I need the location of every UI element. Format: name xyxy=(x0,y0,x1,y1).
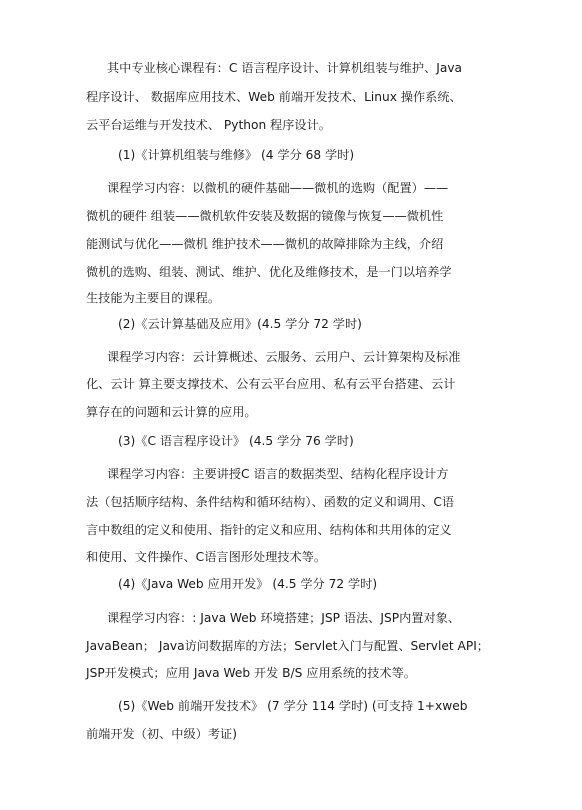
course1-body-line-4: 微机的选购、组装、测试、维护、优化及维修技术，是一门以培养学 xyxy=(86,265,452,279)
course4-body-line-2: JavaBean； Java访问数据库的方法；Servlet入门与配置、Servlet API； xyxy=(86,639,489,653)
course1-body-line-3: 能测试与优化——微机 维护技术——微机的故障排除为主线，介绍 xyxy=(86,237,444,251)
course5-title-line-2: 前端开发（初、中级）考证) xyxy=(86,727,238,741)
course4-body-line-1: 课程学习内容：: Java Web 环境搭建；JSP 语法、JSP内置对象、 xyxy=(107,611,461,625)
course3-body-line-1: 课程学习内容：主要讲授C 语言的数据类型、结构化程序设计方 xyxy=(107,467,449,481)
course1-title: (1)《计算机组装与维修》 (4 学分 68 学时) xyxy=(118,148,355,162)
course3-body-line-3: 言中数组的定义和使用、指针的定义和应用、结构体和共用体的定义 xyxy=(86,523,452,537)
course2-title: (2)《云计算基础及应用》(4.5 学分 72 学时) xyxy=(118,317,362,331)
course2-body-line-3: 算存在的问题和云计算的应用。 xyxy=(86,405,257,419)
course4-title: (4)《Java Web 应用开发》 (4.5 学分 72 学时) xyxy=(118,577,378,591)
course3-body-line-4: 和使用、文件操作、C语言图形处理技术等。 xyxy=(86,550,327,564)
course4-body-line-3: JSP开发模式；应用 Java Web 开发 B/S 应用系统的技术等。 xyxy=(86,666,416,680)
intro-line-1: 其中专业核心课程有：C 语言程序设计、计算机组装与维护、Java xyxy=(107,61,463,75)
course2-body-line-2: 化、云计 算主要支撑技术、公有云平台应用、私有云平台搭建、云计 xyxy=(86,377,456,391)
course5-title-line-1: (5)《Web 前端开发技术》 (7 学分 114 学时) (可支持 1+xweb xyxy=(118,699,468,713)
course1-body-line-5: 生技能为主要目的课程。 xyxy=(86,291,221,305)
course1-body-line-2: 微机的硬件 组装——微机软件安装及数据的镜像与恢复——微机性 xyxy=(86,209,444,223)
intro-line-2: 程序设计、 数据库应用技术、Web 前端开发技术、Linux 操作系统、 xyxy=(86,90,462,104)
course3-body-line-2: 法（包括顺序结构、条件结构和循环结构）、函数的定义和调用、C语 xyxy=(86,495,455,509)
course3-title: (3)《C 语言程序设计》 (4.5 学分 76 学时) xyxy=(118,434,354,448)
course1-body-line-1: 课程学习内容：以微机的硬件基础——微机的选购（配置）—— xyxy=(107,181,449,195)
intro-line-3: 云平台运维与开发技术、 Python 程序设计。 xyxy=(86,118,331,132)
course2-body-line-1: 课程学习内容：云计算概述、云服务、云用户、云计算架构及标准 xyxy=(107,350,461,364)
